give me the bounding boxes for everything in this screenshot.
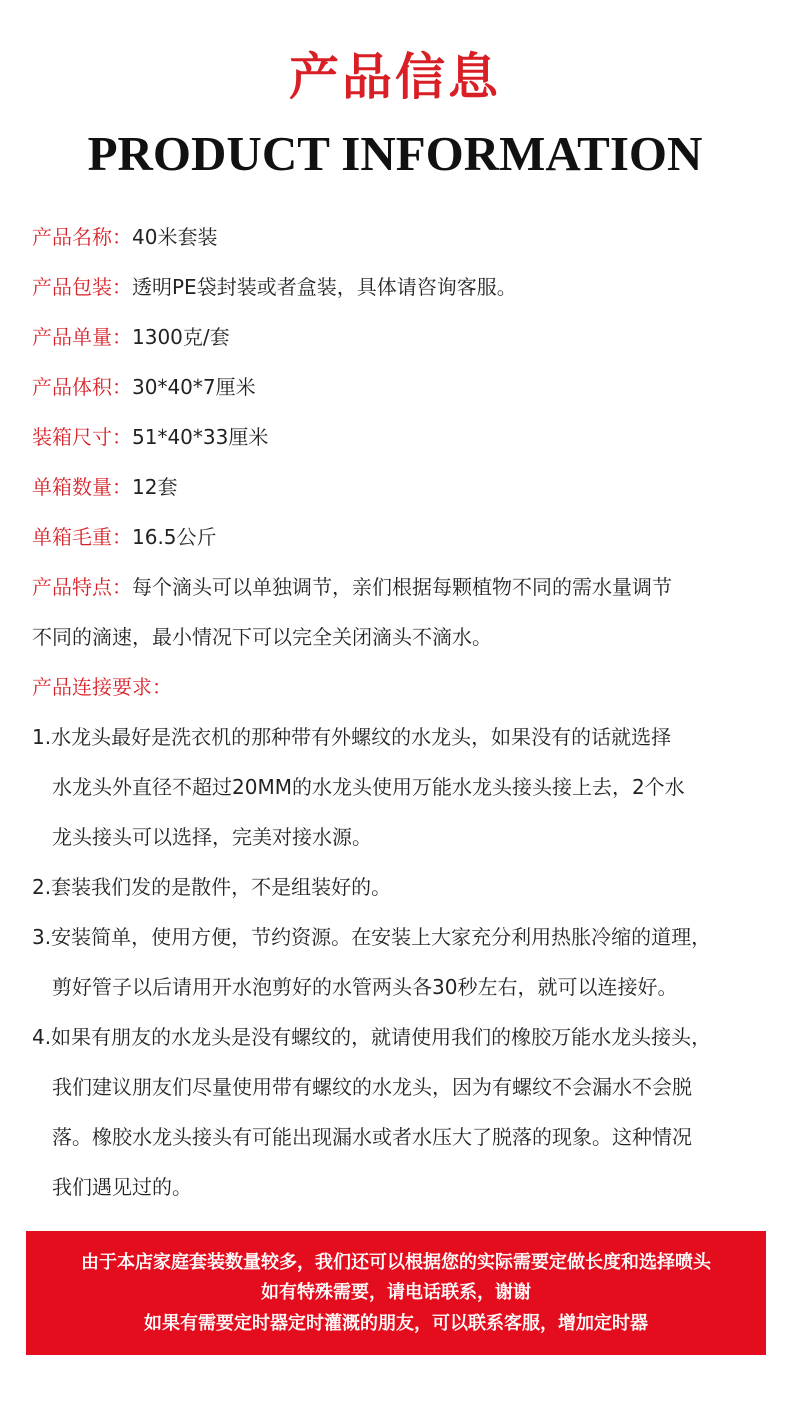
requirement-line: 水龙头外直径不超过20MM的水龙头使用万能水龙头接头接上去，2个水 [52, 775, 685, 799]
page-title: 产品信息 [289, 48, 501, 106]
requirement-line: 3.安装简单，使用方便，节约资源。在安装上大家充分利用热胀冷缩的道理， [32, 925, 712, 949]
info-value: 16.5公斤 [132, 525, 217, 549]
info-label: 产品单量： [32, 325, 132, 349]
info-value: 每个滴头可以单独调节，亲们根据每颗植物不同的需水量调节 [132, 575, 672, 599]
info-value: 12套 [132, 475, 178, 499]
info-label: 产品名称： [32, 225, 132, 249]
features-continuation: 不同的滴速，最小情况下可以完全关闭滴头不滴水。 [32, 625, 492, 649]
info-row-weight [32, 312, 772, 362]
requirement-line: 龙头接头可以选择，完美对接水源。 [52, 825, 372, 849]
info-label: 装箱尺寸： [32, 425, 132, 449]
info-row-carton-size [32, 412, 772, 462]
requirement-line: 4.如果有朋友的水龙头是没有螺纹的，就请使用我们的橡胶万能水龙头接头， [32, 1025, 712, 1049]
info-row-volume [32, 362, 772, 412]
info-row-carton-quantity [32, 462, 772, 512]
info-label: 单箱毛重： [32, 525, 132, 549]
requirement-line: 落。橡胶水龙头接头有可能出现漏水或者水压大了脱落的现象。这种情况 [52, 1125, 692, 1149]
banner-line: 如果有需要定时器定时灌溉的朋友，可以联系客服，增加定时器 [144, 1313, 648, 1334]
info-label: 单箱数量： [32, 475, 132, 499]
info-value: 30*40*7厘米 [132, 375, 256, 399]
requirement-line: 我们遇见过的。 [52, 1175, 192, 1199]
banner-line: 如有特殊需要，请电话联系，谢谢 [261, 1282, 531, 1303]
requirement-line: 2.套装我们发的是散件，不是组装好的。 [32, 875, 392, 899]
info-value: 40米套装 [132, 225, 218, 249]
requirement-line: 我们建议朋友们尽量使用带有螺纹的水龙头，因为有螺纹不会漏水不会脱 [52, 1075, 692, 1099]
banner-line: 由于本店家庭套装数量较多，我们还可以根据您的实际需要定做长度和选择喷头 [81, 1252, 711, 1273]
info-value: 1300克/套 [132, 325, 230, 349]
info-row-features [32, 562, 772, 612]
info-row-gross-weight [32, 512, 772, 562]
notice-banner [26, 1231, 766, 1355]
info-value: 透明PE袋封装或者盒装，具体请咨询客服。 [132, 275, 517, 299]
requirement-line: 1.水龙头最好是洗衣机的那种带有外螺纹的水龙头，如果没有的话就选择 [32, 725, 672, 749]
info-row-name [32, 212, 772, 262]
info-label: 产品包装： [32, 275, 132, 299]
requirement-line: 剪好管子以后请用开水泡剪好的水管两头各30秒左右，就可以连接好。 [52, 975, 678, 999]
info-row-packaging [32, 262, 772, 312]
requirements-title: 产品连接要求： [32, 675, 172, 699]
info-label: 产品体积： [32, 375, 132, 399]
info-value: 51*40*33厘米 [132, 425, 269, 449]
page-subtitle: PRODUCT INFORMATION [87, 126, 703, 181]
info-label: 产品特点： [32, 575, 132, 599]
